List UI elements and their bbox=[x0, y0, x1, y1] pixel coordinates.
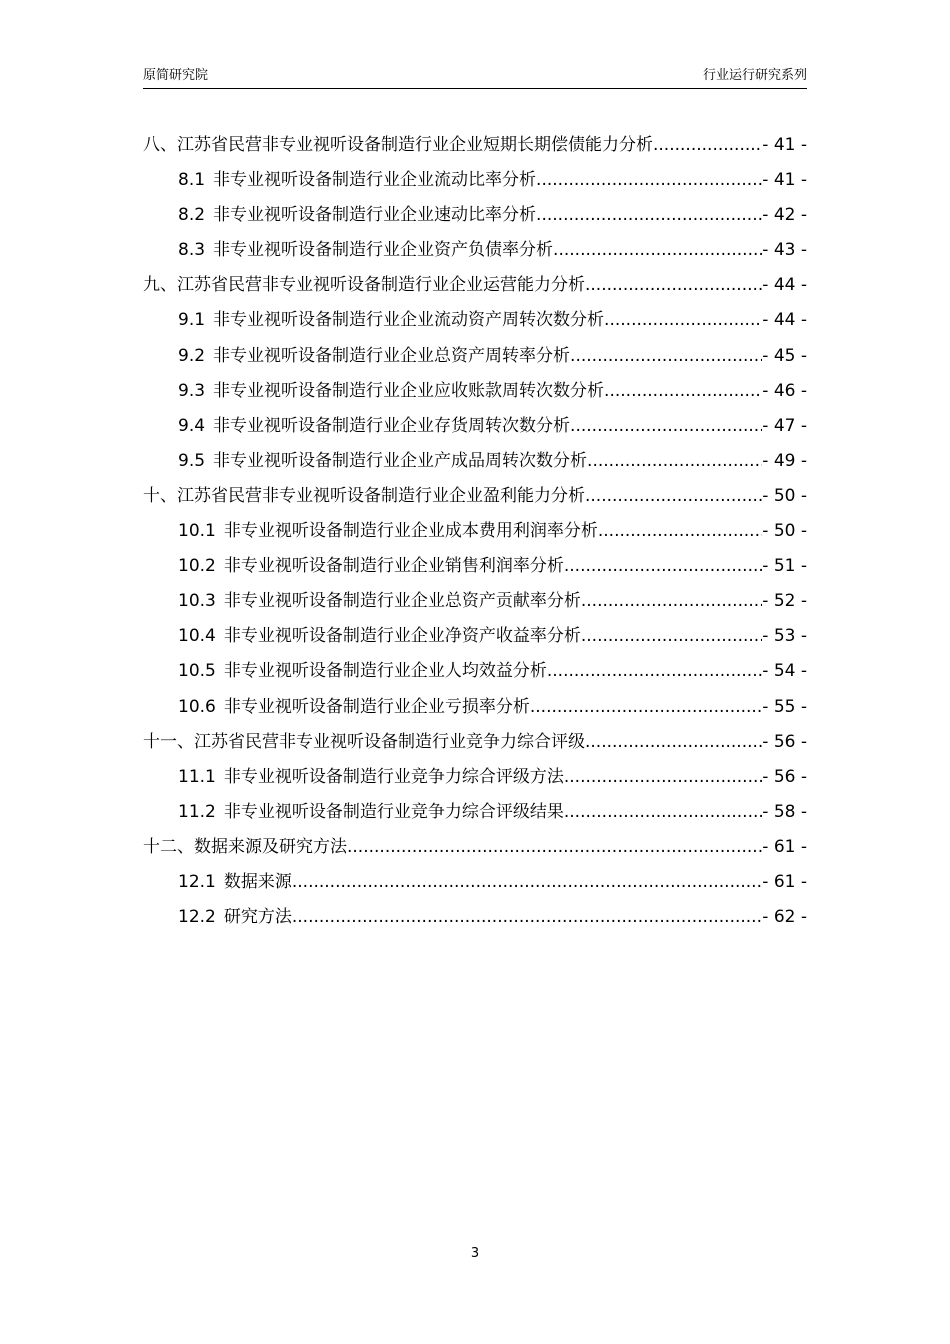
toc-section-entry[interactable] bbox=[143, 233, 807, 268]
toc-entry-title: 数据来源 bbox=[223, 871, 292, 892]
toc-section-entry[interactable] bbox=[143, 549, 807, 584]
toc-entry-number: 10.6 bbox=[178, 696, 216, 717]
toc-section-entry[interactable] bbox=[143, 339, 807, 374]
toc-dot-leader bbox=[570, 339, 762, 374]
toc-entry-title: 非专业视听设备制造行业企业流动资产周转次数分析 bbox=[213, 310, 605, 331]
toc-section-entry[interactable] bbox=[143, 374, 807, 409]
toc-dot-leader bbox=[604, 374, 762, 409]
toc-section-entry[interactable] bbox=[143, 795, 807, 830]
toc-dot-leader bbox=[564, 549, 762, 584]
toc-entry-page: - 56 - bbox=[762, 766, 807, 787]
toc-entry-page: - 43 - bbox=[762, 240, 807, 261]
toc-section-entry[interactable] bbox=[143, 584, 807, 619]
toc-chapter-entry[interactable] bbox=[143, 268, 807, 303]
toc-dot-leader bbox=[585, 479, 762, 514]
header-publisher: 原简研究院 bbox=[143, 68, 209, 83]
toc-section-entry[interactable] bbox=[143, 619, 807, 654]
toc-entry-title: 江苏省民营非专业视听设备制造行业企业盈利能力分析 bbox=[177, 485, 585, 506]
toc-dot-leader bbox=[536, 163, 762, 198]
toc-entry-title: 非专业视听设备制造行业竞争力综合评级结果 bbox=[223, 801, 564, 822]
toc-entry-number: 10.1 bbox=[178, 521, 216, 542]
toc-dot-leader bbox=[564, 795, 762, 830]
toc-chapter-entry[interactable] bbox=[143, 830, 807, 865]
toc-entry-title: 非专业视听设备制造行业企业应收账款周转次数分析 bbox=[213, 380, 605, 401]
toc-entry-title: 江苏省民营非专业视听设备制造行业竞争力综合评级 bbox=[194, 731, 585, 752]
toc-dot-leader bbox=[598, 514, 762, 549]
toc-entry-page: - 50 - bbox=[762, 485, 807, 506]
toc-entry-page: - 61 - bbox=[762, 871, 807, 892]
toc-entry-number: 11.2 bbox=[178, 801, 216, 822]
toc-dot-leader bbox=[530, 690, 762, 725]
toc-dot-leader bbox=[585, 268, 762, 303]
toc-entry-number: 十、 bbox=[143, 485, 177, 506]
toc-section-entry[interactable] bbox=[143, 163, 807, 198]
toc-entry-page: - 53 - bbox=[762, 626, 807, 647]
toc-section-entry[interactable] bbox=[143, 303, 807, 338]
toc-dot-leader bbox=[653, 128, 762, 163]
toc-dot-leader bbox=[581, 584, 762, 619]
toc-dot-leader bbox=[547, 654, 762, 689]
toc-entry-page: - 55 - bbox=[762, 696, 807, 717]
toc-entry-title: 非专业视听设备制造行业企业总资产贡献率分析 bbox=[223, 591, 581, 612]
toc-entry-number: 8.1 bbox=[178, 170, 206, 191]
toc-entry-page: - 58 - bbox=[762, 801, 807, 822]
toc-entry-number: 十一、 bbox=[143, 731, 194, 752]
toc-dot-leader bbox=[604, 303, 762, 338]
toc-section-entry[interactable] bbox=[143, 760, 807, 795]
toc-entry-number: 9.2 bbox=[178, 345, 206, 366]
toc-entry-number: 12.2 bbox=[178, 907, 216, 928]
toc-entry-number: 10.4 bbox=[178, 626, 216, 647]
toc-entry-page: - 62 - bbox=[762, 907, 807, 928]
toc-entry-number: 11.1 bbox=[178, 766, 216, 787]
toc-dot-leader bbox=[587, 444, 762, 479]
toc-entry-title: 非专业视听设备制造行业企业总资产周转率分析 bbox=[213, 345, 571, 366]
toc-dot-leader bbox=[536, 198, 762, 233]
toc-entry-page: - 44 - bbox=[762, 310, 807, 331]
toc-chapter-entry[interactable] bbox=[143, 128, 807, 163]
toc-entry-title: 非专业视听设备制造行业企业流动比率分析 bbox=[213, 170, 537, 191]
toc-section-entry[interactable] bbox=[143, 690, 807, 725]
toc-entry-title: 非专业视听设备制造行业企业销售利润率分析 bbox=[223, 556, 564, 577]
toc-entry-title: 非专业视听设备制造行业企业产成品周转次数分析 bbox=[213, 450, 588, 471]
toc-entry-title: 非专业视听设备制造行业企业存货周转次数分析 bbox=[213, 415, 571, 436]
toc-dot-leader bbox=[292, 900, 762, 935]
toc-entry-page: - 47 - bbox=[762, 415, 807, 436]
toc-entry-number: 10.3 bbox=[178, 591, 216, 612]
toc-entry-number: 十二、 bbox=[143, 836, 194, 857]
toc-section-entry[interactable] bbox=[143, 198, 807, 233]
toc-entry-page: - 44 - bbox=[762, 275, 807, 296]
toc-entry-title: 研究方法 bbox=[223, 907, 292, 928]
toc-entry-number: 10.5 bbox=[178, 661, 216, 682]
toc-entry-page: - 42 - bbox=[762, 205, 807, 226]
toc-section-entry[interactable] bbox=[143, 514, 807, 549]
toc-entry-page: - 49 - bbox=[762, 450, 807, 471]
toc-entry-page: - 56 - bbox=[762, 731, 807, 752]
page-header bbox=[143, 66, 807, 89]
toc-entry-number: 9.3 bbox=[178, 380, 206, 401]
toc-section-entry[interactable] bbox=[143, 444, 807, 479]
toc-dot-leader bbox=[553, 233, 762, 268]
toc-entry-number: 9.5 bbox=[178, 450, 206, 471]
toc-entry-number: 12.1 bbox=[178, 871, 216, 892]
toc-entry-number: 9.1 bbox=[178, 310, 206, 331]
toc-entry-page: - 41 - bbox=[762, 170, 807, 191]
toc-dot-leader bbox=[585, 725, 762, 760]
header-series: 行业运行研究系列 bbox=[702, 68, 807, 83]
toc-chapter-entry[interactable] bbox=[143, 725, 807, 760]
toc-entry-title: 江苏省民营非专业视听设备制造行业企业短期长期偿债能力分析 bbox=[177, 135, 653, 155]
toc-entry-title: 非专业视听设备制造行业企业成本费用利润率分析 bbox=[223, 521, 598, 542]
toc-entry-title: 非专业视听设备制造行业企业速动比率分析 bbox=[213, 205, 537, 226]
toc-entry-page: - 46 - bbox=[762, 380, 807, 401]
toc-entry-page: - 41 - bbox=[762, 135, 807, 155]
toc-entry-page: - 51 - bbox=[762, 556, 807, 577]
toc-entry-page: - 52 - bbox=[762, 591, 807, 612]
toc-entry-title: 非专业视听设备制造行业企业人均效益分析 bbox=[223, 661, 547, 682]
toc-entry-number: 八、 bbox=[143, 135, 177, 155]
toc-entry-number: 10.2 bbox=[178, 556, 216, 577]
toc-entry-title: 非专业视听设备制造行业企业资产负债率分析 bbox=[213, 240, 554, 261]
toc-section-entry[interactable] bbox=[143, 900, 807, 935]
toc-entry-page: - 54 - bbox=[762, 661, 807, 682]
toc-entry-number: 9.4 bbox=[178, 415, 206, 436]
toc-section-entry[interactable] bbox=[143, 654, 807, 689]
toc-dot-leader bbox=[570, 409, 762, 444]
toc-entry-number: 九、 bbox=[143, 275, 177, 296]
toc-section-entry[interactable] bbox=[143, 409, 807, 444]
toc-entry-number: 8.3 bbox=[178, 240, 206, 261]
toc-entry-title: 江苏省民营非专业视听设备制造行业企业运营能力分析 bbox=[177, 275, 585, 296]
toc-entry-page: - 45 - bbox=[762, 345, 807, 366]
toc-entry-page: - 61 - bbox=[762, 836, 807, 857]
table-of-contents bbox=[143, 128, 807, 935]
toc-dot-leader bbox=[347, 830, 762, 865]
toc-entry-title: 非专业视听设备制造行业企业净资产收益率分析 bbox=[223, 626, 581, 647]
toc-dot-leader bbox=[292, 865, 762, 900]
page-number: 3 bbox=[470, 1246, 480, 1261]
toc-entry-title: 非专业视听设备制造行业竞争力综合评级方法 bbox=[223, 766, 564, 787]
toc-entry-title: 非专业视听设备制造行业企业亏损率分析 bbox=[223, 696, 530, 717]
toc-entry-page: - 50 - bbox=[762, 521, 807, 542]
toc-section-entry[interactable] bbox=[143, 865, 807, 900]
toc-dot-leader bbox=[564, 760, 762, 795]
toc-dot-leader bbox=[581, 619, 762, 654]
toc-entry-number: 8.2 bbox=[178, 205, 206, 226]
toc-entry-title: 数据来源及研究方法 bbox=[194, 836, 347, 857]
toc-chapter-entry[interactable] bbox=[143, 479, 807, 514]
